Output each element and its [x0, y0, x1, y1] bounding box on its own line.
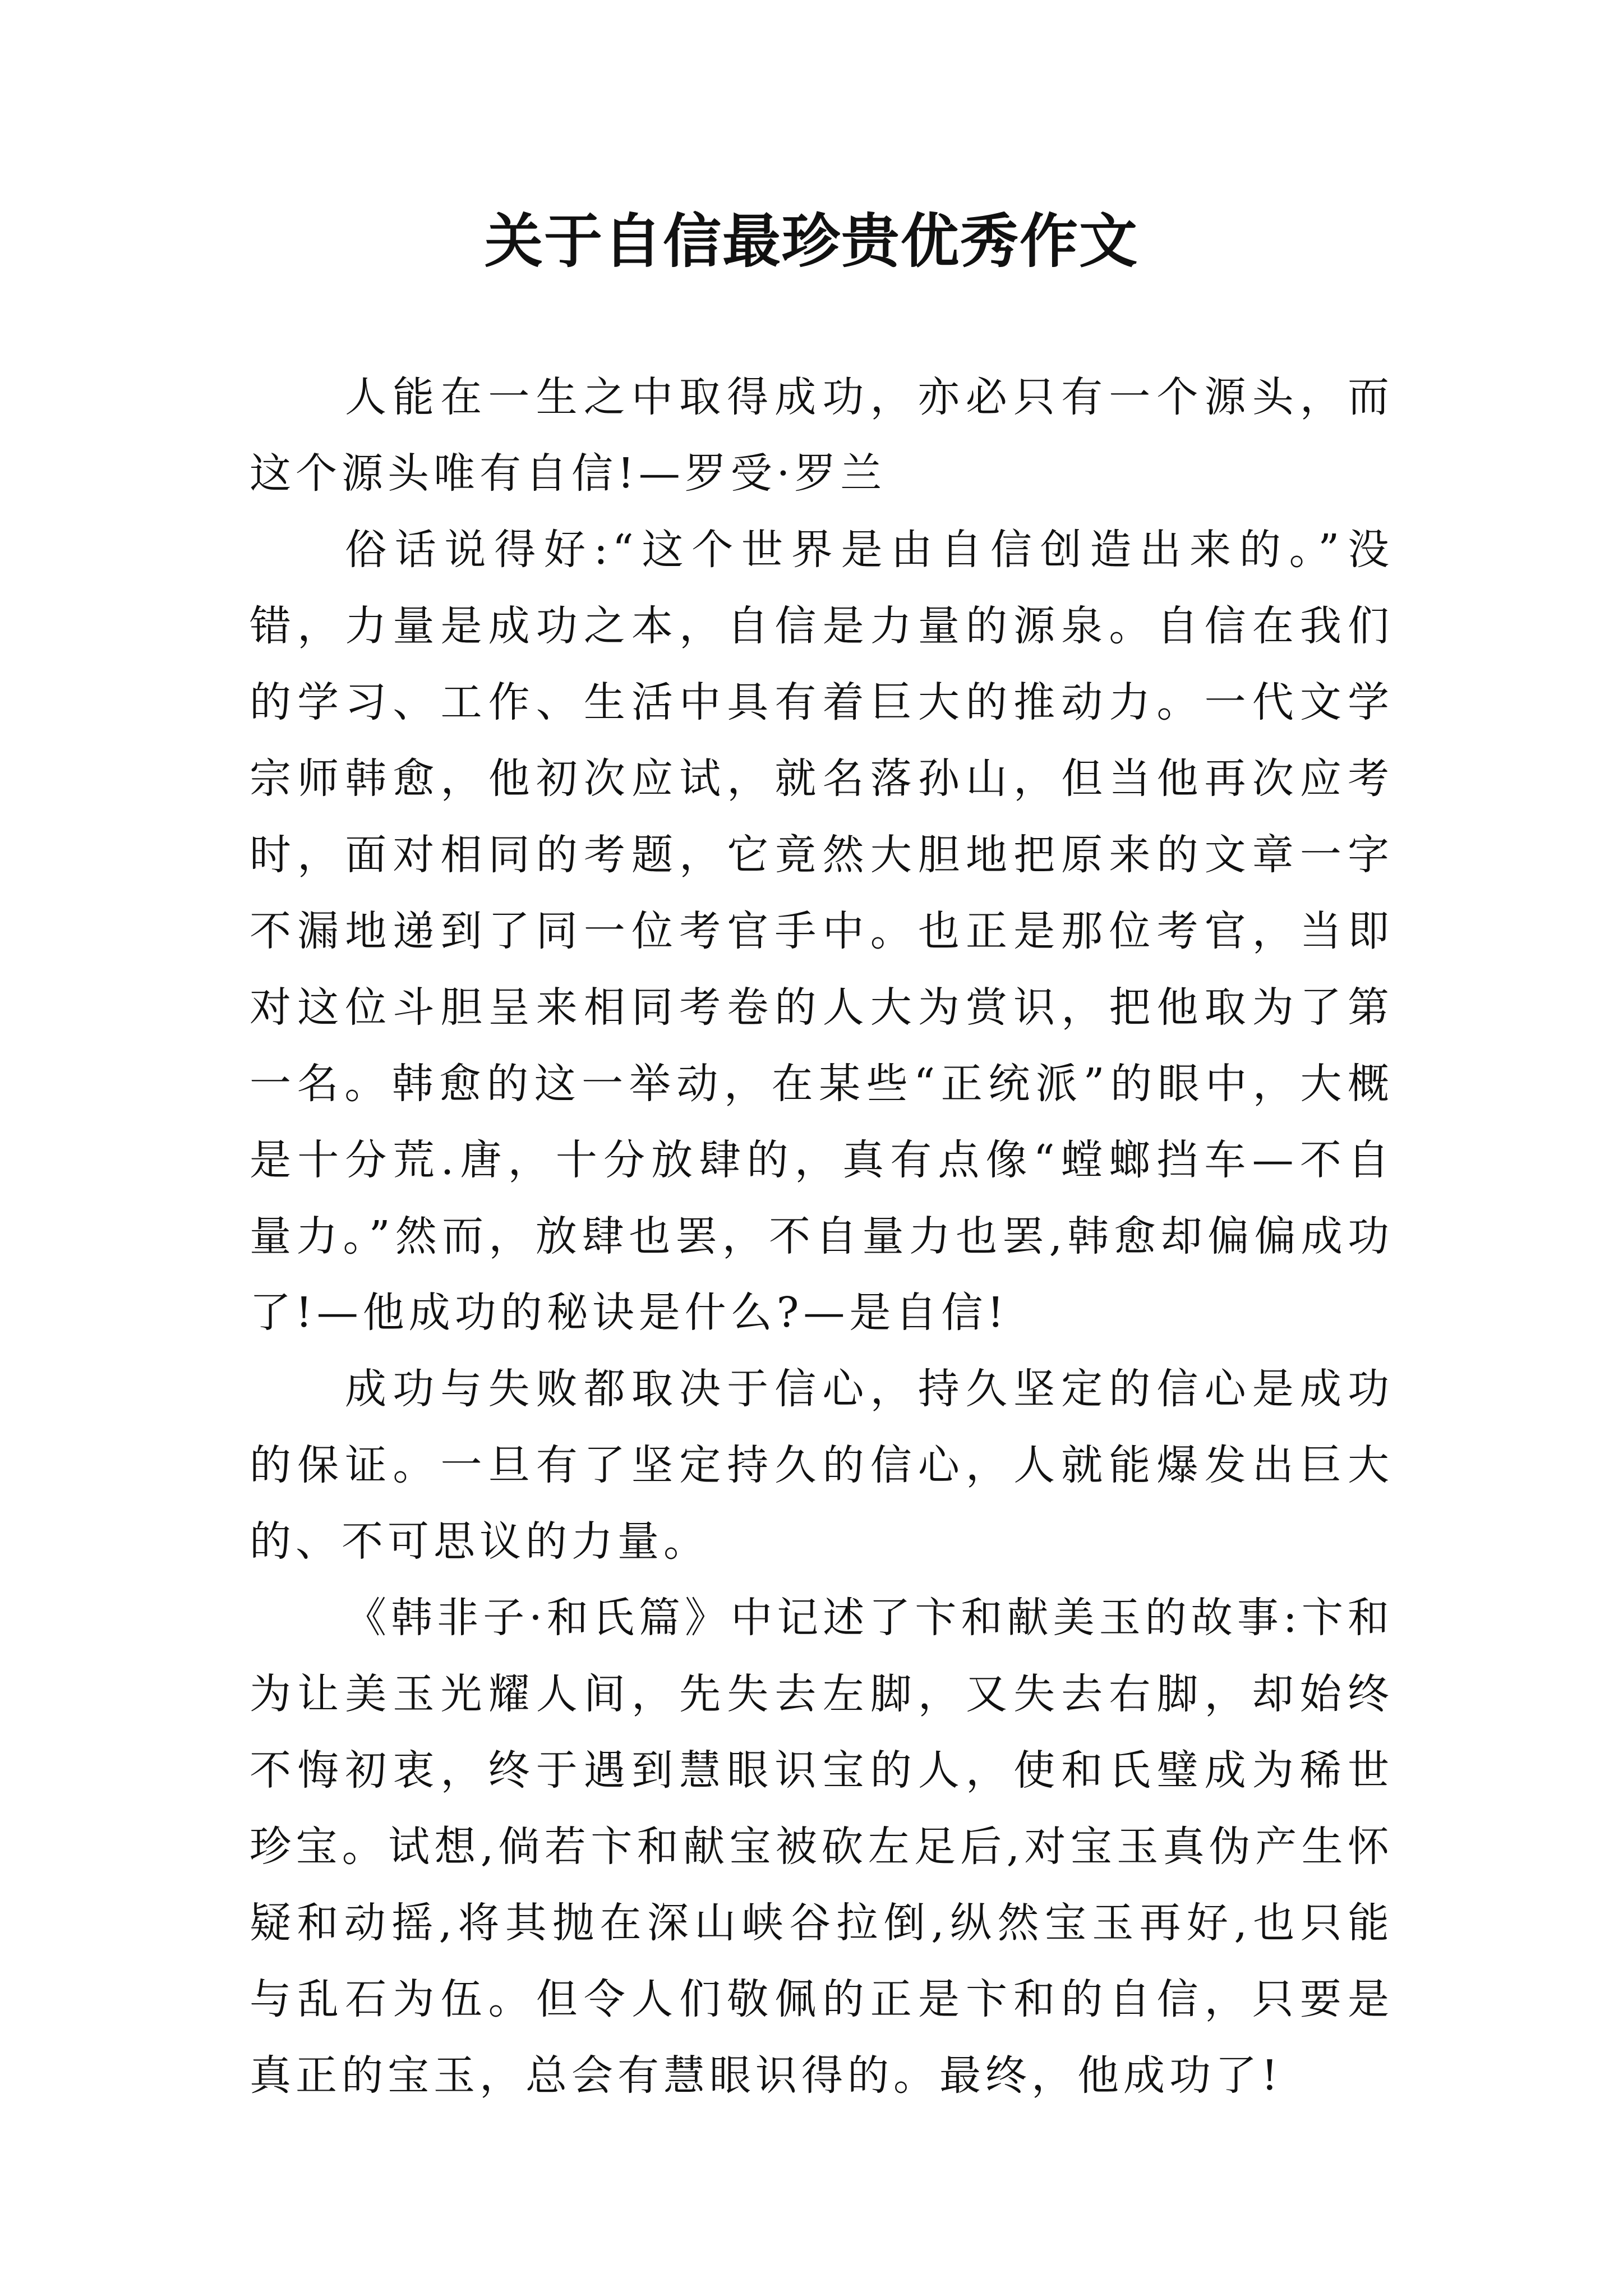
document-body — [250, 359, 1394, 2114]
paragraph-quote: 人能在一生之中取得成功，亦必只有一个源头，而这个源头唯有自信!—罗受·罗兰 — [250, 373, 1394, 498]
paragraph-bian-he: 《韩非子·和氏篇》中记述了卞和献美玉的故事:卞和为让美玉光耀人间，先失去左脚，又失去右脚，却始终不悔初衷，终于遇到慧眼识宝的人，使和氏璧成为稀世珍宝。试想,倘若卞和献宝被砍左足后,对宝玉真伪产生怀疑和动摇,将其抛在深山峡谷拉倒,纵然宝玉再好,也只能与乱石为伍。但令人们敬佩的正是卞和的自信，只要是真正的宝玉，总会有慧眼识得的。最终，他成功了! — [250, 1594, 1394, 2100]
document-title: 关于自信最珍贵优秀作文 — [484, 206, 1138, 275]
paragraph-han-yu: 俗话说得好:“这个世界是由自信创造出来的。”没错，力量是成功之本，自信是力量的源泉。自信在我们的学习、工作、生活中具有着巨大的推动力。一代文学宗师韩愈，他初次应试，就名落孙山，但当他再次应考时，面对相同的考题，它竟然大胆地把原来的文章一字不漏地递到了同一位考官手中。也正是那位考官，当即对这位斗胆呈来相同考卷的人大为赏识，把他取为了第一名。韩愈的这一举动，在某些“正统派”的眼中，大概是十分荒.唐，十分放肆的，真有点像“螳螂挡车—不自量力。”然而，放肆也罢，不自量力也罢,韩愈却偏偏成功了!—他成功的秘诀是什么?—是自信! — [250, 526, 1394, 1337]
paragraph-confidence: 成功与失败都取决于信心，持久坚定的信心是成功的保证。一旦有了坚定持久的信心，人就能爆发出巨大的、不可思议的力量。 — [250, 1365, 1394, 1566]
